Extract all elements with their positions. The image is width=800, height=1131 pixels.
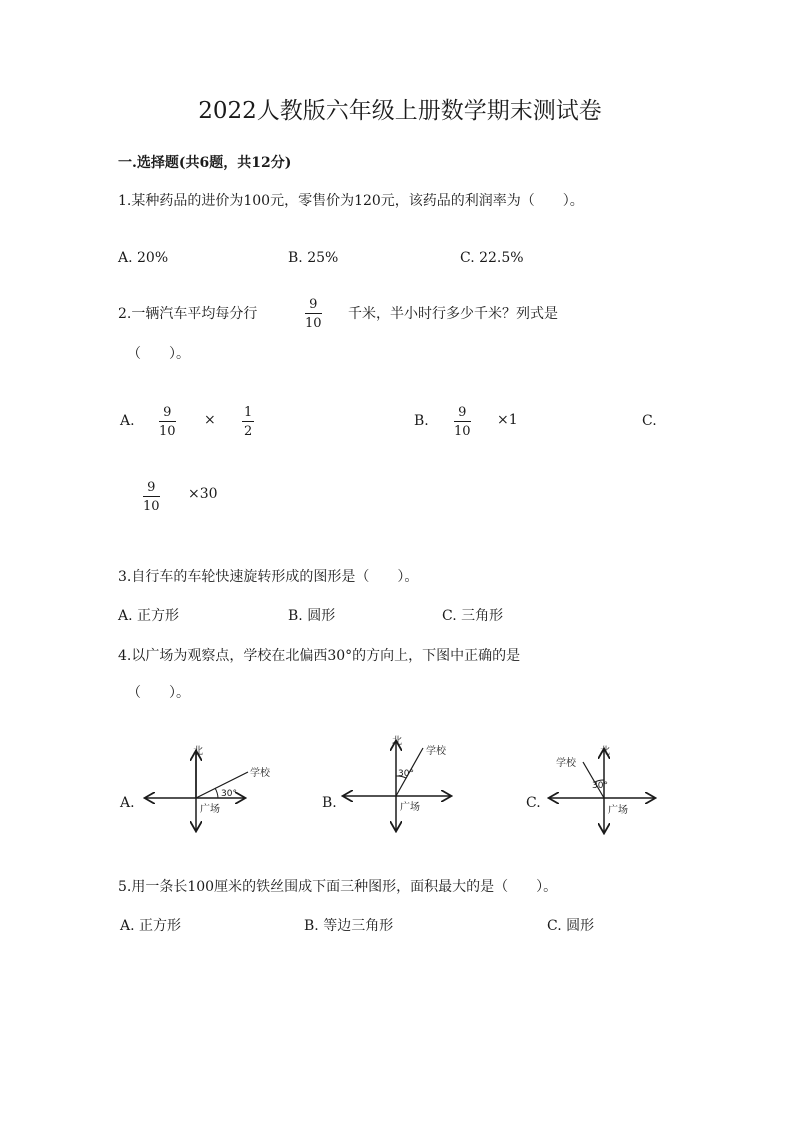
square-label: 广场 <box>400 802 420 813</box>
fraction-den: 10 <box>143 499 160 514</box>
angle-arc <box>215 788 218 798</box>
q2-option-b-rest: ×1 <box>497 412 518 428</box>
q1-option-b: B. 25% <box>288 250 339 266</box>
school-label: 学校 <box>556 758 576 769</box>
q3-option-b: B. 圆形 <box>288 608 336 624</box>
q2-option-c-rest: ×30 <box>188 486 218 502</box>
question-2-text-before: 2.一辆汽车平均每分行 <box>118 306 258 322</box>
fraction-bar <box>159 421 176 422</box>
q4-direction-figures <box>0 730 800 870</box>
square-label: 广场 <box>200 804 220 815</box>
square-label: 广场 <box>608 805 628 816</box>
fraction-den: 2 <box>244 424 253 439</box>
fraction-bar <box>242 421 254 422</box>
question-4-blank: （ ）。 <box>127 685 190 701</box>
q5-option-a: A. 正方形 <box>120 918 182 934</box>
fraction-bar <box>454 421 471 422</box>
fraction-bar <box>305 313 322 314</box>
q4-option-c-label: C. <box>526 795 541 811</box>
fraction-bar <box>143 496 160 497</box>
q2-option-a-operator: × <box>204 412 216 428</box>
fraction-num: 1 <box>244 405 253 420</box>
fraction-den: 10 <box>159 424 176 439</box>
fraction-num: 9 <box>147 480 156 495</box>
q2-fraction-den: 10 <box>305 316 322 331</box>
q2-option-c-fraction <box>143 480 160 514</box>
q4-option-a-label: A. <box>120 795 135 811</box>
question-1-text: 1.某种药品的进价为100元，零售价为120元，该药品的利润率为（ ）。 <box>118 193 584 209</box>
q5-option-b: B. 等边三角形 <box>304 918 394 934</box>
angle-label: 30° <box>398 769 414 779</box>
q3-option-c: C. 三角形 <box>442 608 504 624</box>
question-3-text: 3.自行车的车轮快速旋转形成的图形是（ ）。 <box>118 569 419 585</box>
question-4-text: 4.以广场为观察点，学校在北偏西30°的方向上，下图中正确的是 <box>118 648 521 664</box>
angle-label: 30° <box>221 789 237 799</box>
north-label: 北 <box>392 736 402 747</box>
q5-option-c: C. 圆形 <box>547 918 595 934</box>
school-label: 学校 <box>426 746 446 757</box>
q2-option-b-fraction <box>454 405 471 439</box>
page-title: 2022人教版六年级上册数学期末测试卷 <box>198 98 602 124</box>
q1-option-a: A. 20% <box>118 250 169 266</box>
question-2-text-after: 千米，半小时行多少千米？列式是 <box>348 306 558 322</box>
angle-label: 30° <box>592 781 608 791</box>
q2-option-a-label: A. <box>120 413 135 429</box>
fraction-den: 10 <box>454 424 471 439</box>
q2-option-c-label: C. <box>642 413 657 429</box>
q1-option-c: C. 22.5% <box>460 250 524 266</box>
q2-fraction <box>305 297 322 331</box>
q2-option-a-fraction-2 <box>242 405 254 439</box>
fraction-num: 9 <box>458 405 467 420</box>
school-label: 学校 <box>250 768 270 779</box>
question-2-blank: （ ）。 <box>127 346 190 362</box>
q3-option-a: A. 正方形 <box>118 608 180 624</box>
north-label: 北 <box>600 746 610 757</box>
q4-option-b-label: B. <box>322 795 337 811</box>
q2-option-a-fraction-1 <box>159 405 176 439</box>
section-heading: 一.选择题(共6题，共12分) <box>118 155 292 171</box>
question-5-text: 5.用一条长100厘米的铁丝围成下面三种图形，面积最大的是（ ）。 <box>118 879 558 895</box>
fraction-num: 9 <box>163 405 172 420</box>
north-label: 北 <box>193 746 203 757</box>
q2-fraction-num: 9 <box>309 297 318 312</box>
q2-option-b-label: B. <box>414 413 429 429</box>
